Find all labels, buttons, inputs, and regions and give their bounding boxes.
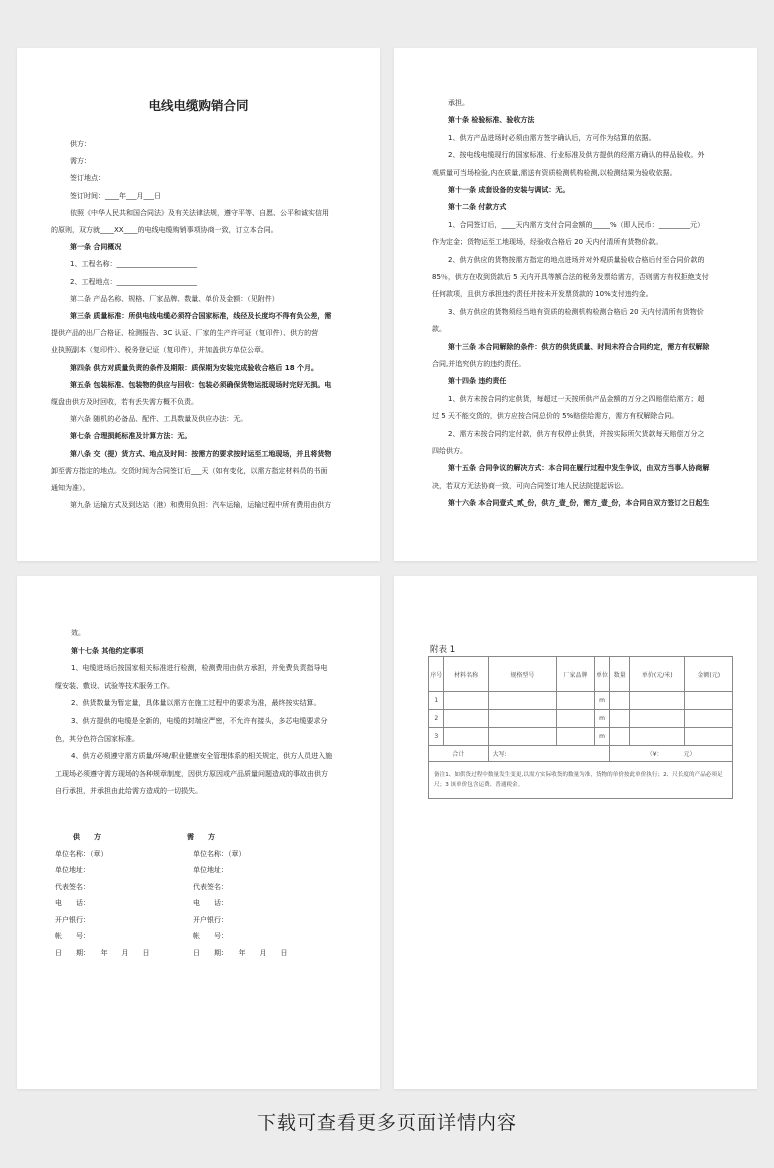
table-cell [444,710,488,728]
sign-right-line: 单位地址： [193,866,228,874]
body-line: 作为定金；货物运至工地现场，经验收合格后 20 天内付清所有货物价款。 [432,238,663,247]
total-value: （¥： 元） [610,746,733,762]
body-line: 2、工程地点：_______________________ [70,277,197,286]
table-cell [685,692,733,710]
body-line: 1、电缆进场后按国家相关标准进行检测，检测费用由供方承担，并免费负责指导电 [71,664,328,673]
sign-right-line: 单位名称：（章） [193,849,246,858]
header-cell: 数量 [610,657,630,692]
body-line: 缆盘由供方及时回收，若有丢失需方概不负责。 [51,398,198,406]
body-line: 需方： [70,157,91,166]
body-line: 款。 [432,325,446,334]
body-line: 第八条 交（提）货方式、地点及时间：按需方的要求按时运至工地现场，并且将货物 [70,449,332,458]
body-line: 通知为准）。 [51,484,90,492]
body-line: 第十四条 违约责任 [448,377,507,386]
document-title: 电线电缆购销合同 [148,98,249,113]
header-cell: 单价(元/米) [630,657,685,692]
body-line: 第十一条 成套设备的安装与调试：无。 [448,186,570,194]
table-cell: 3 [429,728,444,746]
header-cell: 序号 [429,657,444,692]
table-cell [488,710,557,728]
sign-left-line: 单位地址： [55,866,90,874]
body-line: 签订时间：____年___月___日 [70,191,161,200]
body-line: 业执照副本（复印件）、税务登记证（复印件），并加盖供方单位公章。 [51,346,268,355]
body-line: 自行承担，并承担由此给需方造成的一切损失。 [55,787,202,796]
table-cell [557,710,595,728]
body-line: 缆安装、敷设、试验等技术服务工作。 [55,681,174,690]
body-line: 3、供方提供的电缆是全新的，电缆的封端应严密，不允许有接头，多芯电缆要求分 [71,717,328,725]
table-cell [557,728,595,746]
table-cell [630,692,685,710]
sign-right-line: 代表签名： [193,882,228,891]
table-cell [488,728,557,746]
body-line: 过 5 天不能交货的，供方应按合同总价的 5%赔偿给需方，需方有权解除合同。 [432,412,679,421]
sign-right-line: 需 方 [187,833,215,841]
table-cell: 2 [429,710,444,728]
body-line: 3、供方供应的货物须经当地有资质的检测机构检测合格后 20 天内付清所有货物价 [448,307,704,316]
table-cell: m [594,728,609,746]
table-cell [610,710,630,728]
body-line: 第三条 质量标准：所供电线电缆必须符合国家标准，线径及长度均不得有负公差，需 [70,312,332,320]
total-upper: 大写: [488,746,610,762]
sign-left-line: 单位名称：（章） [55,849,108,858]
body-line: 第九条 运输方式及到达站（港）和费用负担：汽车运输，运输过程中所有费用由供方 [70,501,332,510]
body-line: 决，若双方无法协商一致，可向合同签订地人民法院提起诉讼。 [432,481,628,490]
body-line: 工现场必须遵守需方现场的各种规章制度，因供方原因或产品质量问题造成的事故由供方 [55,769,328,778]
body-line: 2、按电线电缆现行的国家标准、行业标准及供方提供的经需方确认的样品验收。外 [448,151,705,160]
table-cell: m [594,710,609,728]
sign-left-line: 帐 号： [55,932,90,940]
sign-left-line: 电 话： [55,899,90,907]
sign-right-line: 帐 号： [193,932,228,940]
body-line: 第五条 包装标准、包装物的供应与回收：包装必须确保货物运抵现场时完好无损。电 [70,380,332,389]
body-line: 1、工程名称：_______________________ [70,260,197,269]
table-cell [444,692,488,710]
body-line: 85％，供方在收到货款后 5 天内开具等额合法的税务发票给需方，否则需方有权拒绝支付 [432,273,709,281]
appendix-page [394,576,757,1089]
table-cell [488,692,557,710]
body-line: 的原则，双方就____XX____的电线电缆购销事项协商一致，订立本合同。 [51,226,278,234]
body-line: 任何款项，且供方承担违约责任并按未开发票货款的 10%支付违约金。 [432,290,653,299]
table-cell [685,710,733,728]
sign-left-line: 代表签名： [55,882,90,891]
body-line: 第十三条 本合同解除的条件：供方的供货质量、时间未符合合同约定，需方有权解除 [448,342,710,351]
contract-page-2 [394,48,757,561]
body-line: 第四条 供方对质量负责的条件及期限：质保期为安装完成验收合格后 18 个月。 [70,363,319,372]
header-cell: 厂家品牌 [557,657,595,692]
sign-left-line: 供 方 [73,833,101,841]
body-line: 合同,并追究供方的违约责任。 [432,360,526,368]
body-line: 2、需方未按合同约定付款，供方有权停止供货，并按实际所欠货款每天赔偿万分之 [448,429,705,438]
body-line: 效。 [71,629,85,637]
body-line: 2、供货数量为暂定量，具体量以需方在施工过程中的要求为准，最终按实结算。 [71,699,321,708]
appendix-table [428,656,733,799]
header-cell: 规格型号 [488,657,557,692]
table-cell [557,692,595,710]
table-row [429,710,733,728]
body-line: 2、供方供应的货物按需方指定的地点进场并对外观质量验收合格后付至合同价款的 [448,255,705,264]
table-row [429,692,733,710]
table-cell [610,728,630,746]
body-line: 观质量可当场检验,内在质量,需送有资质检测机构检测,以检测结果为验收依据。 [432,168,677,177]
table-header-row [429,657,733,692]
table-cell [444,728,488,746]
header-cell: 材料名称 [444,657,488,692]
appendix-title: 附表 1 [430,645,456,655]
sign-left-line: 日 期： 年 月 日 [55,948,150,957]
body-line: 第十五条 合同争议的解决方式：本合同在履行过程中发生争议，由双方当事人协商解 [448,464,710,473]
sign-right-line: 电 话： [193,899,228,907]
body-line: 四给供方。 [432,447,467,455]
body-line: 供方： [70,140,91,148]
header-cell: 单位 [594,657,609,692]
table-cell: m [594,692,609,710]
body-line: 卸至需方指定的地点。交货时间为合同签订后___天（如有变化，以需方指定材料员的书面 [51,466,328,475]
body-line: 签订地点： [70,174,105,183]
download-caption: 下载可查看更多页面详情内容 [256,1112,517,1134]
table-cell [630,728,685,746]
sign-right-line: 开户银行： [193,915,228,924]
table-cell [685,728,733,746]
table-note-row [429,762,733,799]
body-line: 第六条 随机的必备品、配件、工具数量及供应办法：无。 [70,415,248,424]
table-cell: 1 [429,692,444,710]
body-line: 第十六条 本合同壹式_贰_份，供方_壹_份，需方_壹_份，本合同自双方签订之日起生 [448,499,710,508]
table-cell [610,692,630,710]
table-note: 备注1、如供货过程中数量发生变更,以需方实际收货的数量为准，货物的单价按此单价执行；2、尺长度的产品必须足尺；3 该单价包含运费、普通税金。 [429,762,733,799]
sign-left-line: 开户银行： [55,915,90,924]
body-line: 第一条 合同概况 [70,243,122,252]
body-line: 第七条 合理损耗标准及计算方法：无。 [70,432,192,441]
contract-page-1 [17,48,380,561]
table-row [429,728,733,746]
body-line: 依照《中华人民共和国合同法》及有关法律法规，遵守平等、自愿、公平和诚实信用 [70,208,329,217]
table-total-row [429,746,733,762]
body-line: 承担。 [448,99,469,107]
header-cell: 金额(元) [685,657,733,692]
body-line: 第十二条 付款方式 [448,203,507,212]
body-line: 第十条 检验标准、验收方法 [448,116,535,125]
body-line: 第二条 产品名称、规格、厂家品牌、数量、单价及金额：（见附件） [70,294,279,303]
body-line: 第十七条 其他约定事项 [71,646,144,655]
body-line: 1、合同签订后，____天内需方支付合同金额的_____%（即人民币：_________元） [448,220,705,229]
contract-page-3 [17,576,380,1089]
body-line: 1、供方产品进场时必须由需方签字确认后，方可作为结算的依据。 [448,133,656,142]
body-line: 4、供方必须遵守需方质量/环境/职业健康安全管理体系的相关规定，供方人员进入施 [71,752,333,761]
body-line: 色，其分色符合国家标准。 [55,734,139,743]
sign-right-line: 日 期： 年 月 日 [193,948,288,957]
body-line: 1、供方未按合同约定供货，每超过一天按所供产品金额的万分之四赔偿给需方；超 [448,394,705,403]
table-cell [630,710,685,728]
total-label: 合计 [429,746,489,762]
body-line: 提供产品的出厂合格证、检测报告、3C 认证、厂家的生产许可证（复印件）、供方的营 [51,329,319,338]
